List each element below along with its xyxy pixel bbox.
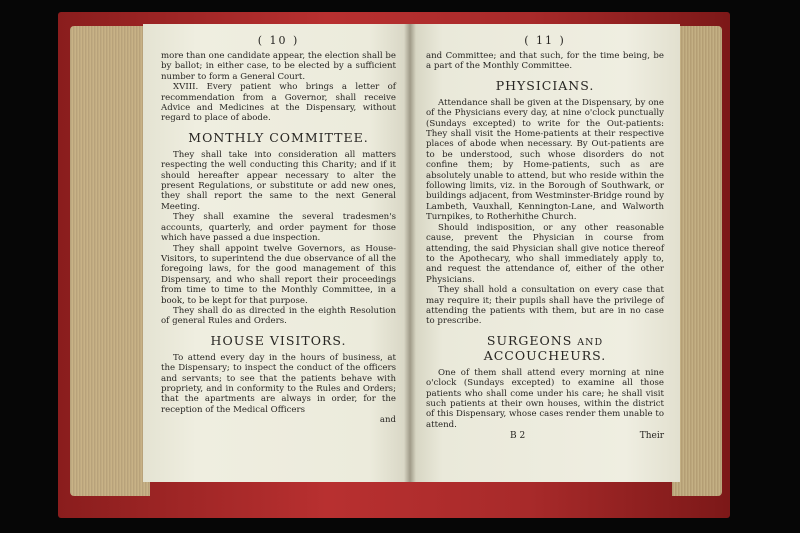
right-intro: and Committee; and that such, for the time being, be a part of the Monthly Committee. bbox=[426, 51, 664, 72]
committee-paragraph: They shall appoint twelve Governors, as House-Visitors, to superintend the due observance of all the foregoing laws, for the good management of this Dispensary, and who shall report their proceedings from time to time to the Monthly Committee, in a book, to be kept for that purpose. bbox=[161, 243, 396, 306]
physicians-paragraph: They shall hold a consultation on every case that may require it; their pupils shall have the privilege of attending the patients with them, but are in no case to prescribe. bbox=[426, 285, 664, 327]
visitors-paragraph: To attend every day in the hours of business, at the Dispensary; to inspect the conduct of the officers and servants; to see that the patients behave with propriety, and in conformity to the Rules and Orders; that the apartments are always in order, for the reception of the Medical Officers bbox=[161, 352, 396, 415]
heading-surgeons-accoucheurs bbox=[426, 334, 664, 362]
committee-paragraph: They shall do as directed in the eighth Resolution of general Rules and Orders. bbox=[161, 305, 396, 327]
surgeons-paragraph: One of them shall attend every morning at nine o'clock (Sundays excepted) to examine all those patients who shall come under his care; he shall visit such patients at their own houses, within the district of this Dispensary, whose cases render them unable to attend. bbox=[426, 367, 664, 430]
book-gutter bbox=[404, 24, 416, 482]
heading-surgeons-word: SURGEONS bbox=[486, 332, 573, 348]
page-number-left: ( 10 ) bbox=[257, 34, 300, 47]
page-edges-left bbox=[70, 26, 150, 496]
heading-monthly-committee: MONTHLY COMMITTEE. bbox=[188, 129, 369, 145]
article-xviii: XVIII. Every patient who brings a letter of recommendation from a Governor, shall receive Advice and Medicines at the Dispensary, without regard to place of abode. bbox=[161, 82, 396, 124]
page-number-right: ( 11 ) bbox=[524, 34, 566, 47]
physicians-paragraph: Attendance shall be given at the Dispensary, by one of the Physicians every day, at nine o'clock punctually (Sundays excepted) to write for the Out-patients: They shall visit the Home-patients at their respective places of abode when necessary. By Out-patients are to be understood, such whose disorders do not confine them; by Home-patients, such as are absolutely unable to attend, but who reside within the following limits, viz. in the Borough of Southwark, or buildings adjacent, from Westminster-Bridge round by Lambeth, Vauxhall, Kennington-Lane, and Walworth Turnpikes, to Rotherhithe Church. bbox=[426, 97, 664, 223]
catchword-left: and bbox=[379, 415, 396, 426]
committee-paragraph: They shall examine the several tradesmen's accounts, quarterly, and order payment for those which have passed a due inspection. bbox=[161, 212, 396, 244]
heading-physicians: PHYSICIANS. bbox=[495, 77, 595, 93]
committee-paragraph: They shall take into consideration all matters respecting the well conducting this Charity; and if it should hereafter appear necessary to alter the present Regulations, or substitute or add new ones, they shall report the same to the next General Meeting. bbox=[161, 149, 396, 212]
heading-accoucheurs-word: ACCOUCHEURS. bbox=[483, 347, 607, 363]
signature-mark: B 2 bbox=[510, 431, 526, 442]
page-footer bbox=[426, 431, 664, 443]
heading-and-word: AND bbox=[577, 336, 604, 348]
right-page bbox=[410, 24, 680, 482]
left-intro: more than one candidate appear, the election shall be by ballot; in either case, to be elected by a sufficient number to form a General Court. bbox=[161, 51, 396, 82]
physicians-paragraph: Should indisposition, or any other reasonable cause, prevent the Physician in course from attending, the said Physician shall give notice thereof to the Apothecary, who shall immediately apply to, and request the attendance of, either of the other Physicians. bbox=[426, 222, 664, 285]
left-page bbox=[143, 24, 410, 482]
catchword-right: Their bbox=[639, 431, 664, 442]
heading-house-visitors: HOUSE VISITORS. bbox=[210, 332, 347, 348]
